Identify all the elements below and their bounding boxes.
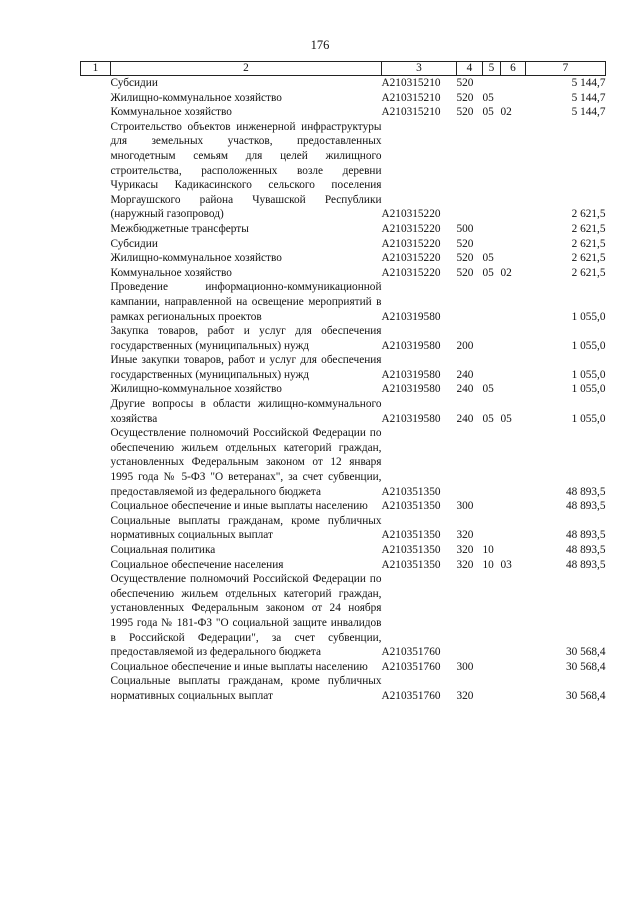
cell-name: Межбюджетные трансферты xyxy=(110,222,249,235)
cell-num xyxy=(81,674,111,703)
header-col-3: 3 xyxy=(382,62,457,76)
cell-name: Строительство объектов инженерной инфраструктуры для земельных участков, предоставленных многодетным семьям для целей жилищного строительства, расположенных возле деревни Чурикасы Кадикасинского сельского поселения Моргаушского района Чувашской Республики (наружный газопровод) xyxy=(110,120,382,221)
cell-amount: 2 621,5 xyxy=(571,208,606,221)
budget-table xyxy=(80,61,606,704)
cell-code: А210319580 xyxy=(381,310,441,323)
cell-amount: 2 621,5 xyxy=(571,222,606,235)
header-col-7: 7 xyxy=(526,62,606,76)
cell-vr: 500 xyxy=(456,222,474,235)
cell-vr: 300 xyxy=(456,660,474,673)
cell-amount: 2 621,5 xyxy=(571,266,606,279)
cell-num xyxy=(81,426,111,499)
cell-pr xyxy=(501,251,526,266)
cell-code: А210319580 xyxy=(381,383,441,396)
cell-num xyxy=(81,572,111,660)
header-col-5: 5 xyxy=(483,62,501,76)
cell-num xyxy=(81,120,111,222)
table-row xyxy=(81,397,606,426)
cell-amount: 30 568,4 xyxy=(565,689,606,702)
cell-rz xyxy=(483,660,501,675)
cell-name: Социальное обеспечение и иные выплаты населению xyxy=(110,500,368,513)
cell-code: А210351760 xyxy=(381,646,441,659)
cell-num xyxy=(81,514,111,543)
cell-rz xyxy=(483,120,501,222)
cell-rz: 05 xyxy=(482,412,494,425)
cell-amount: 1 055,0 xyxy=(571,412,606,425)
cell-code: А210319580 xyxy=(381,368,441,381)
cell-rz: 10 xyxy=(482,558,494,571)
cell-vr: 520 xyxy=(456,77,474,89)
cell-amount: 1 055,0 xyxy=(571,368,606,381)
cell-name: Жилищно-коммунальное хозяйство xyxy=(110,383,282,396)
cell-pr xyxy=(501,660,526,675)
cell-amount: 1 055,0 xyxy=(571,310,606,323)
header-col-4: 4 xyxy=(457,62,483,76)
cell-amount: 48 893,5 xyxy=(565,544,606,556)
cell-vr xyxy=(457,280,483,324)
cell-rz xyxy=(483,572,501,660)
cell-amount: 48 893,5 xyxy=(565,558,606,571)
cell-pr: 02 xyxy=(500,266,512,279)
cell-code: А210315210 xyxy=(381,77,441,89)
cell-pr xyxy=(501,324,526,353)
table-row xyxy=(81,674,606,703)
table-row xyxy=(81,324,606,353)
cell-name: Проведение информационно-коммуникационной кампании, направленной на освещение мероприятий в рамках региональных проектов xyxy=(110,281,382,323)
cell-vr: 520 xyxy=(456,237,474,250)
cell-vr xyxy=(457,426,483,499)
cell-code: А210315210 xyxy=(381,91,441,104)
cell-pr xyxy=(501,674,526,703)
cell-vr: 240 xyxy=(456,383,474,396)
cell-rz xyxy=(483,426,501,499)
cell-code: А210351350 xyxy=(381,529,441,542)
cell-pr xyxy=(501,91,526,106)
cell-vr: 520 xyxy=(456,91,474,104)
table-row xyxy=(81,91,606,106)
cell-code: А210315210 xyxy=(381,106,441,119)
cell-rz xyxy=(483,237,501,252)
cell-name: Социальное обеспечение населения xyxy=(110,558,284,571)
cell-num xyxy=(81,222,111,237)
cell-pr xyxy=(501,280,526,324)
table-row xyxy=(81,105,606,120)
cell-code: А210351350 xyxy=(381,485,441,498)
cell-num xyxy=(81,105,111,120)
cell-num xyxy=(81,76,111,91)
table-row xyxy=(81,280,606,324)
cell-amount: 2 621,5 xyxy=(571,237,606,250)
table-header xyxy=(81,62,606,76)
cell-code: А210319580 xyxy=(381,412,441,425)
cell-code: А210315220 xyxy=(381,222,441,235)
cell-rz xyxy=(483,674,501,703)
cell-pr xyxy=(501,499,526,514)
table-row xyxy=(81,558,606,573)
header-col-6: 6 xyxy=(501,62,526,76)
cell-pr xyxy=(501,76,526,91)
cell-num xyxy=(81,397,111,426)
cell-name: Субсидии xyxy=(110,237,158,250)
header-col-2: 2 xyxy=(111,62,382,76)
cell-rz: 05 xyxy=(482,91,494,104)
cell-rz: 05 xyxy=(482,266,494,279)
cell-vr: 320 xyxy=(456,529,474,542)
cell-pr: 05 xyxy=(500,412,512,425)
table-row xyxy=(81,251,606,266)
cell-vr: 240 xyxy=(456,368,474,381)
cell-rz xyxy=(483,499,501,514)
cell-num xyxy=(81,251,111,266)
cell-name: Субсидии xyxy=(110,77,158,89)
cell-vr: 320 xyxy=(456,689,474,702)
cell-num xyxy=(81,353,111,382)
cell-amount: 30 568,4 xyxy=(565,660,606,673)
cell-code: А210351350 xyxy=(381,558,441,571)
cell-amount: 5 144,7 xyxy=(571,106,606,119)
header-col-1: 1 xyxy=(81,62,111,76)
table-row xyxy=(81,499,606,514)
cell-code: А210315220 xyxy=(381,208,441,221)
cell-code: А210315220 xyxy=(381,266,441,279)
cell-name: Социальные выплаты гражданам, кроме публичных нормативных социальных выплат xyxy=(110,514,382,542)
table-row xyxy=(81,514,606,543)
cell-code: А210319580 xyxy=(381,339,441,352)
cell-vr: 320 xyxy=(456,544,474,556)
table-row xyxy=(81,572,606,660)
table-row xyxy=(81,237,606,252)
cell-name: Социальная политика xyxy=(110,544,216,556)
cell-amount: 48 893,5 xyxy=(565,500,606,513)
cell-amount: 2 621,5 xyxy=(571,252,606,265)
cell-vr: 240 xyxy=(456,412,474,425)
cell-amount: 5 144,7 xyxy=(571,77,606,89)
cell-pr xyxy=(501,353,526,382)
cell-num xyxy=(81,266,111,281)
table-row xyxy=(81,353,606,382)
cell-rz xyxy=(483,222,501,237)
cell-name: Социальные выплаты гражданам, кроме публичных нормативных социальных выплат xyxy=(110,675,382,702)
cell-num xyxy=(81,382,111,397)
cell-rz: 10 xyxy=(482,544,494,556)
table-row xyxy=(81,426,606,499)
cell-amount: 5 144,7 xyxy=(571,91,606,104)
cell-vr: 520 xyxy=(456,252,474,265)
cell-num xyxy=(81,660,111,675)
cell-name: Другие вопросы в области жилищно-коммунального хозяйства xyxy=(110,398,382,425)
cell-name: Жилищно-коммунальное хозяйство xyxy=(110,91,282,104)
cell-name: Коммунальное хозяйство xyxy=(110,266,232,279)
cell-vr: 300 xyxy=(456,500,474,513)
cell-name: Жилищно-коммунальное хозяйство xyxy=(110,252,282,265)
cell-pr xyxy=(501,382,526,397)
cell-num xyxy=(81,499,111,514)
cell-code: А210351350 xyxy=(381,544,441,556)
table-body xyxy=(81,76,606,704)
cell-pr xyxy=(501,120,526,222)
cell-rz: 05 xyxy=(482,383,494,396)
page-number: 176 xyxy=(310,38,330,52)
cell-rz: 05 xyxy=(482,106,494,119)
cell-pr xyxy=(501,572,526,660)
table-row xyxy=(81,382,606,397)
cell-vr: 520 xyxy=(456,106,474,119)
cell-pr xyxy=(501,426,526,499)
cell-num xyxy=(81,91,111,106)
cell-rz xyxy=(483,280,501,324)
header-row xyxy=(81,62,606,76)
cell-num xyxy=(81,280,111,324)
cell-vr: 200 xyxy=(456,339,474,352)
cell-pr xyxy=(501,237,526,252)
cell-vr: 520 xyxy=(456,266,474,279)
cell-vr: 320 xyxy=(456,558,474,571)
table-row xyxy=(81,222,606,237)
cell-pr xyxy=(501,222,526,237)
cell-rz xyxy=(483,76,501,91)
table-row xyxy=(81,120,606,222)
table-row xyxy=(81,266,606,281)
cell-num xyxy=(81,324,111,353)
cell-amount: 1 055,0 xyxy=(571,383,606,396)
table-row xyxy=(81,660,606,675)
cell-amount: 48 893,5 xyxy=(565,485,606,498)
cell-name: Иные закупки товаров, работ и услуг для обеспечения государственных (муниципальных) нужд xyxy=(110,354,382,381)
cell-num xyxy=(81,543,111,558)
cell-name: Коммунальное хозяйство xyxy=(110,106,232,119)
table-row xyxy=(81,543,606,558)
cell-amount: 48 893,5 xyxy=(565,529,606,542)
cell-name: Закупка товаров, работ и услуг для обеспечения государственных (муниципальных) нужд xyxy=(110,325,382,352)
cell-pr xyxy=(501,543,526,558)
cell-name: Осуществление полномочий Российской Федерации по обеспечению жильем отдельных категорий граждан, установленных Федеральным законом от 12 января 1995 года № 5-ФЗ "О ветеранах", за счет субвенции, предоставляемой из федерального бюджета xyxy=(110,427,382,498)
cell-code: А210351350 xyxy=(381,500,441,513)
cell-code: А210315220 xyxy=(381,252,441,265)
cell-amount: 30 568,4 xyxy=(565,646,606,659)
cell-num xyxy=(81,558,111,573)
cell-name: Осуществление полномочий Российской Федерации по обеспечению жильем отдельных категорий граждан, установленных Федеральным законом от 24 ноября 1995 года № 181-ФЗ "О социальной защите инвалидов в Российской Федерации", за счет субвенции, предоставляемой из федерального бюджета xyxy=(110,573,382,659)
table-row xyxy=(81,76,606,91)
cell-pr: 03 xyxy=(500,558,512,571)
cell-rz xyxy=(483,514,501,543)
cell-code: А210315220 xyxy=(381,237,441,250)
cell-name: Социальное обеспечение и иные выплаты населению xyxy=(110,660,368,673)
cell-pr xyxy=(501,514,526,543)
cell-code: А210351760 xyxy=(381,689,441,702)
cell-amount: 1 055,0 xyxy=(571,339,606,352)
cell-vr xyxy=(457,572,483,660)
cell-rz xyxy=(483,353,501,382)
cell-rz: 05 xyxy=(482,252,494,265)
cell-vr xyxy=(457,120,483,222)
cell-pr: 02 xyxy=(500,106,512,119)
cell-num xyxy=(81,237,111,252)
cell-code: А210351760 xyxy=(381,660,441,673)
cell-rz xyxy=(483,324,501,353)
